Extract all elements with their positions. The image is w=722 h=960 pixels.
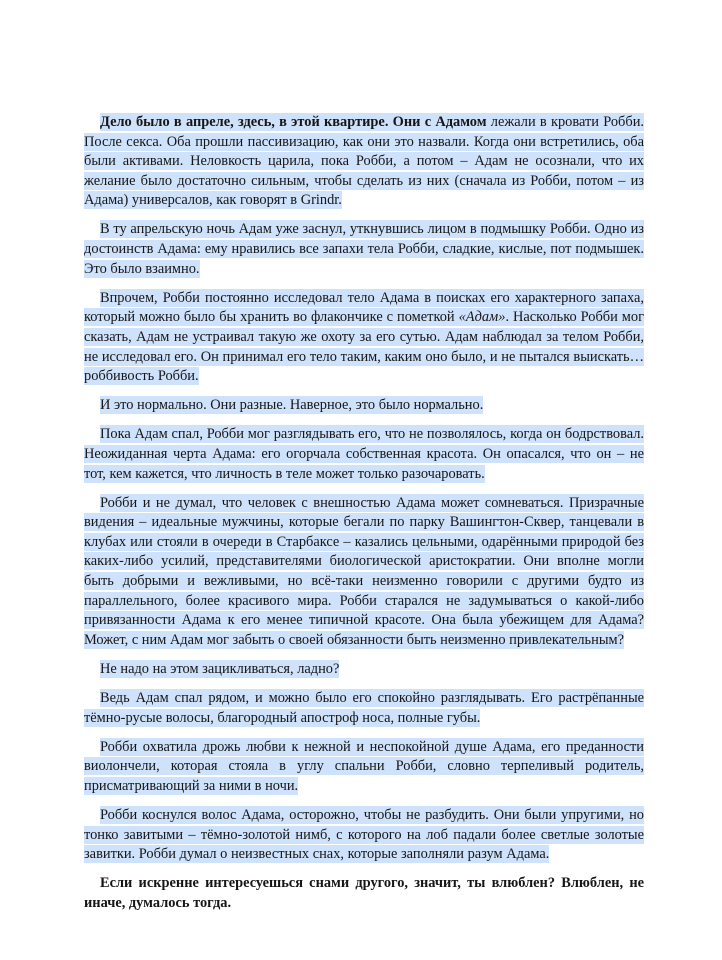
paragraph-text: лежали в кровати Робби. После секса. Оба прошли пассивизацию, как они это назвали. Когда они встретились, оба были активами. Неловкость царила, пока Робби, а потом – Адам не осознали, что их желание было достаточно сильным, чтобы сделать из них (сначала из Робби, потом – из Адама) универсалов, как говорят в Grindr. [84, 114, 644, 209]
paragraph-text-after: . Насколько Робби мог сказать, Адам не устраивал такую же охоту за его сутью. Адам наблюдал за телом Робби, не исследовал его. Он принимал его тело таким, каким оно было, и не пытался выискать… роббивость Робби. [84, 309, 644, 385]
paragraph-9 [84, 738, 644, 797]
paragraph-intro-bold: Дело было в апреле, здесь, в этой квартире. Они с Адамом [100, 114, 487, 130]
paragraph-2 [84, 220, 644, 279]
highlighted-text: Робби охватила дрожь любви к нежной и неспокойной душе Адама, его преданности виолончели, которая стояла в углу спальни Робби, словно терпеливый родитель, присматривающий за ними в ночи. [84, 738, 644, 794]
highlighted-text: Пока Адам спал, Робби мог разглядывать его, что не позволялось, когда он бодрствовал. Неожиданная черта Адама: его огорчала собственная красота. Он опасался, что он – не тот, кем кажется, что личность в теле может только разочаровать. [84, 426, 644, 482]
highlighted-text: В ту апрельскую ночь Адам уже заснул, уткнувшись лицом в подмышку Робби. Одно из достоинств Адама: ему нравились все запахи тела Робби, сладкие, кислые, пот подмышек. Это было взаимно. [84, 221, 644, 277]
paragraph-1 [84, 113, 644, 211]
highlighted-text [84, 113, 644, 209]
paragraph-6 [84, 494, 644, 651]
paragraph-7 [84, 660, 644, 680]
closing-bold-text: Если искренне интересуешься снами другого, значит, ты влюблен? Влюблен, не иначе, думалось тогда. [84, 875, 644, 911]
paragraph-italic-label: «Адам» [458, 309, 506, 326]
paragraph-5 [84, 425, 644, 484]
highlighted-text: И это нормально. Они разные. Наверное, это было нормально. [100, 397, 484, 414]
highlighted-text: Ведь Адам спал рядом, и можно было его спокойно разглядывать. Его растрёпанные тёмно-русые волосы, благородный апостроф носа, полные губы. [84, 689, 644, 726]
paragraph-8 [84, 689, 644, 728]
highlighted-text: Не надо на этом зацикливаться, ладно? [100, 660, 340, 677]
paragraph-11 [84, 874, 644, 913]
paragraph-10 [84, 806, 644, 865]
highlighted-text: Робби коснулся волос Адама, осторожно, чтобы не разбудить. Они были упругими, но тонко завитыми – тёмно-золотой нимб, с которого на лоб падали более светлые золотые завитки. Робби думал о неизвестных снах, которые заполняли разум Адама. [84, 806, 644, 863]
highlighted-text: Робби и не думал, что человек с внешностью Адама может сомневаться. Призрачные видения – идеальные мужчины, которые бегали по парку Вашингтон-Сквер, танцевали в клубах или стояли в очереди в Старбаксе – казались цельными, одарёнными природой без каких-либо усилий, представителями биологической аристократии. Они вполне могли быть добрыми и вежливыми, но всё-таки неизменно говорили с другими будто из параллельного, более красивого мира. Робби старался не задумываться о какой-либо привязанности Адама к его менее типичной красоте. Она была убежищем для Адама? Может, с ним Адам мог забыть о своей обязанности быть неизменно привлекательным? [84, 494, 644, 648]
paragraph-3 [84, 289, 644, 387]
paragraph-4 [84, 396, 644, 416]
highlighted-text [84, 289, 644, 385]
paragraph-text-before: Впрочем, Робби постоянно исследовал тело Адама в поисках его характерного запаха, который можно было бы хранить во флакончике с пометкой [84, 289, 644, 326]
